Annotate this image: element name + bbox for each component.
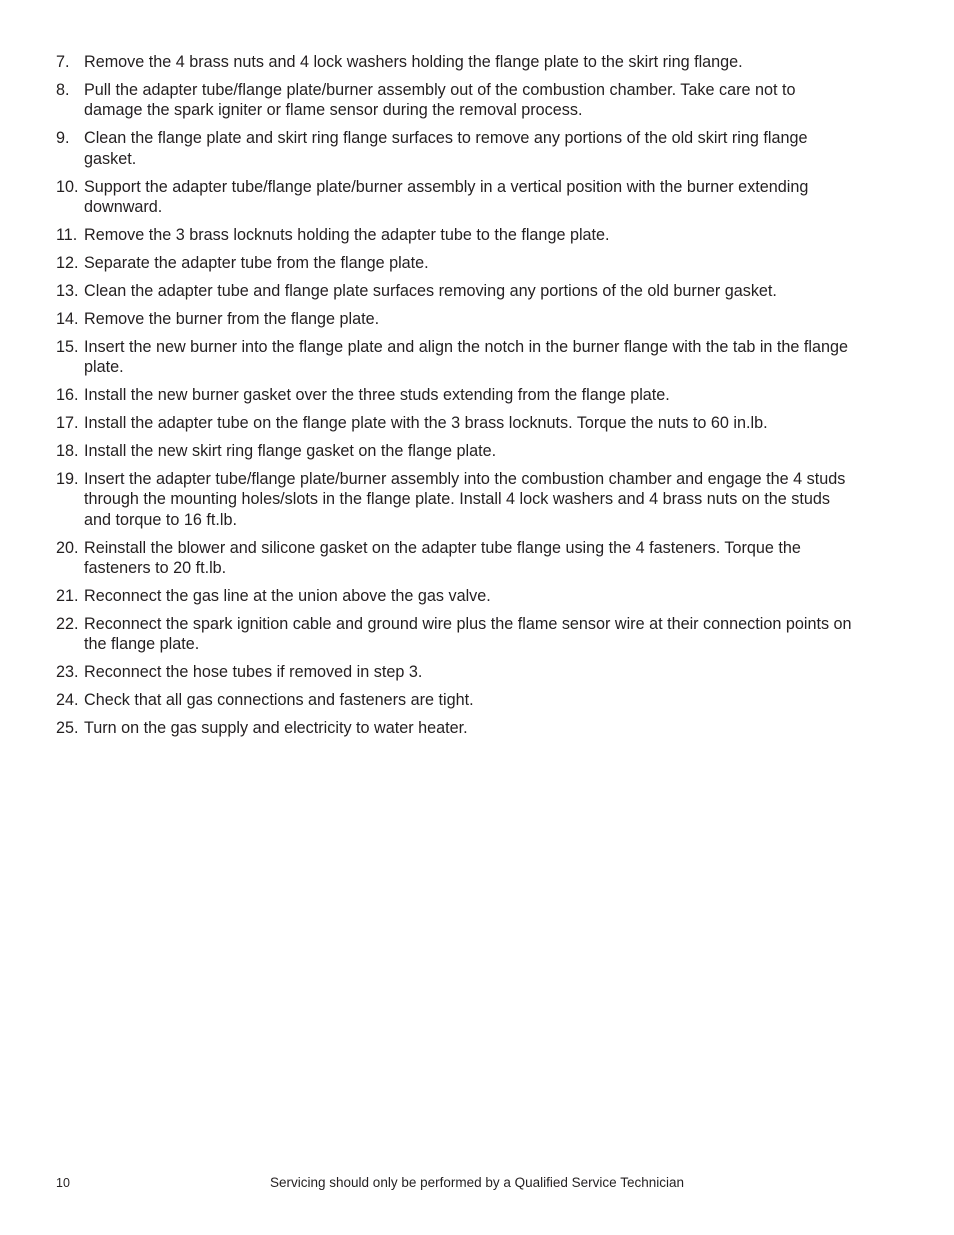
step-number: 12. xyxy=(56,253,79,272)
page-number: 10 xyxy=(56,1176,70,1190)
step-item xyxy=(56,538,856,579)
step-text: Reconnect the gas line at the union above the gas valve. xyxy=(84,586,491,605)
step-text: Remove the 4 brass nuts and 4 lock washers holding the flange plate to the skirt ring flange. xyxy=(84,53,743,71)
step-item xyxy=(56,281,856,302)
step-item xyxy=(56,385,856,406)
step-text: Install the new burner gasket over the three studs extending from the flange plate. xyxy=(84,386,670,405)
step-text: Reinstall the blower and silicone gasket on the adapter tube flange using the 4 fasteners. Torque the fasteners to 20 ft.lb. xyxy=(84,538,801,578)
step-number: 25. xyxy=(56,719,79,738)
procedure-steps-list xyxy=(56,52,856,746)
step-number: 10. xyxy=(56,177,79,196)
step-text: Pull the adapter tube/flange plate/burner assembly out of the combustion chamber. Take care not to damage the spark igniter or flame sensor during the removal process. xyxy=(84,80,796,120)
step-item xyxy=(56,718,856,739)
step-item xyxy=(56,309,856,330)
step-number: 20. xyxy=(56,538,79,557)
step-item xyxy=(56,337,856,378)
step-number: 7. xyxy=(56,53,70,71)
step-number: 17. xyxy=(56,413,79,432)
step-item xyxy=(56,469,856,531)
step-number: 21. xyxy=(56,586,79,605)
step-text: Insert the adapter tube/flange plate/burner assembly into the combustion chamber and engage the 4 studs through the mounting holes/slots in the flange plate. Install 4 lock washers and 4 brass nuts on the studs and torque to 16 ft.lb. xyxy=(84,469,846,529)
step-text: Separate the adapter tube from the flange plate. xyxy=(84,253,429,272)
step-number: 14. xyxy=(56,309,79,328)
step-number: 15. xyxy=(56,337,79,356)
step-item xyxy=(56,128,856,169)
step-item xyxy=(56,80,856,121)
step-text: Turn on the gas supply and electricity to water heater. xyxy=(84,719,468,738)
step-item xyxy=(56,586,856,607)
step-item xyxy=(56,690,856,711)
step-item xyxy=(56,614,856,655)
step-text: Clean the adapter tube and flange plate surfaces removing any portions of the old burner gasket. xyxy=(84,281,777,300)
step-number: 16. xyxy=(56,386,79,405)
step-text: Clean the flange plate and skirt ring flange surfaces to remove any portions of the old skirt ring flange gasket. xyxy=(84,129,808,168)
step-item xyxy=(56,662,856,683)
step-text: Remove the burner from the flange plate. xyxy=(84,309,380,328)
step-number: 24. xyxy=(56,691,79,710)
step-item xyxy=(56,253,856,274)
step-number: 9. xyxy=(56,129,70,148)
step-text: Remove the 3 brass locknuts holding the adapter tube to the flange plate. xyxy=(84,226,610,245)
step-number: 8. xyxy=(56,80,70,99)
footer-note: Servicing should only be performed by a Qualified Service Technician xyxy=(270,1175,684,1190)
step-text: Reconnect the hose tubes if removed in step 3. xyxy=(84,663,423,682)
step-text: Install the new skirt ring flange gasket on the flange plate. xyxy=(84,441,497,460)
step-number: 18. xyxy=(56,441,79,460)
step-number: 23. xyxy=(56,663,79,682)
step-number: 13. xyxy=(56,281,79,300)
step-number: 19. xyxy=(56,469,79,488)
step-text: Check that all gas connections and fasteners are tight. xyxy=(84,691,474,710)
step-number: 22. xyxy=(56,614,79,633)
step-item xyxy=(56,52,856,73)
step-item xyxy=(56,177,856,218)
step-item xyxy=(56,441,856,462)
step-text: Reconnect the spark ignition cable and ground wire plus the flame sensor wire at their connection points on the flange plate. xyxy=(84,614,852,654)
step-item xyxy=(56,413,856,434)
step-number: 11. xyxy=(56,226,78,245)
step-text: Insert the new burner into the flange plate and align the notch in the burner flange with the tab in the flange plate. xyxy=(84,337,849,377)
step-text: Install the adapter tube on the flange plate with the 3 brass locknuts. Torque the nuts to 60 in.lb. xyxy=(84,413,768,432)
step-text: Support the adapter tube/flange plate/burner assembly in a vertical position with the burner extending downward. xyxy=(84,177,809,217)
step-item xyxy=(56,225,856,246)
